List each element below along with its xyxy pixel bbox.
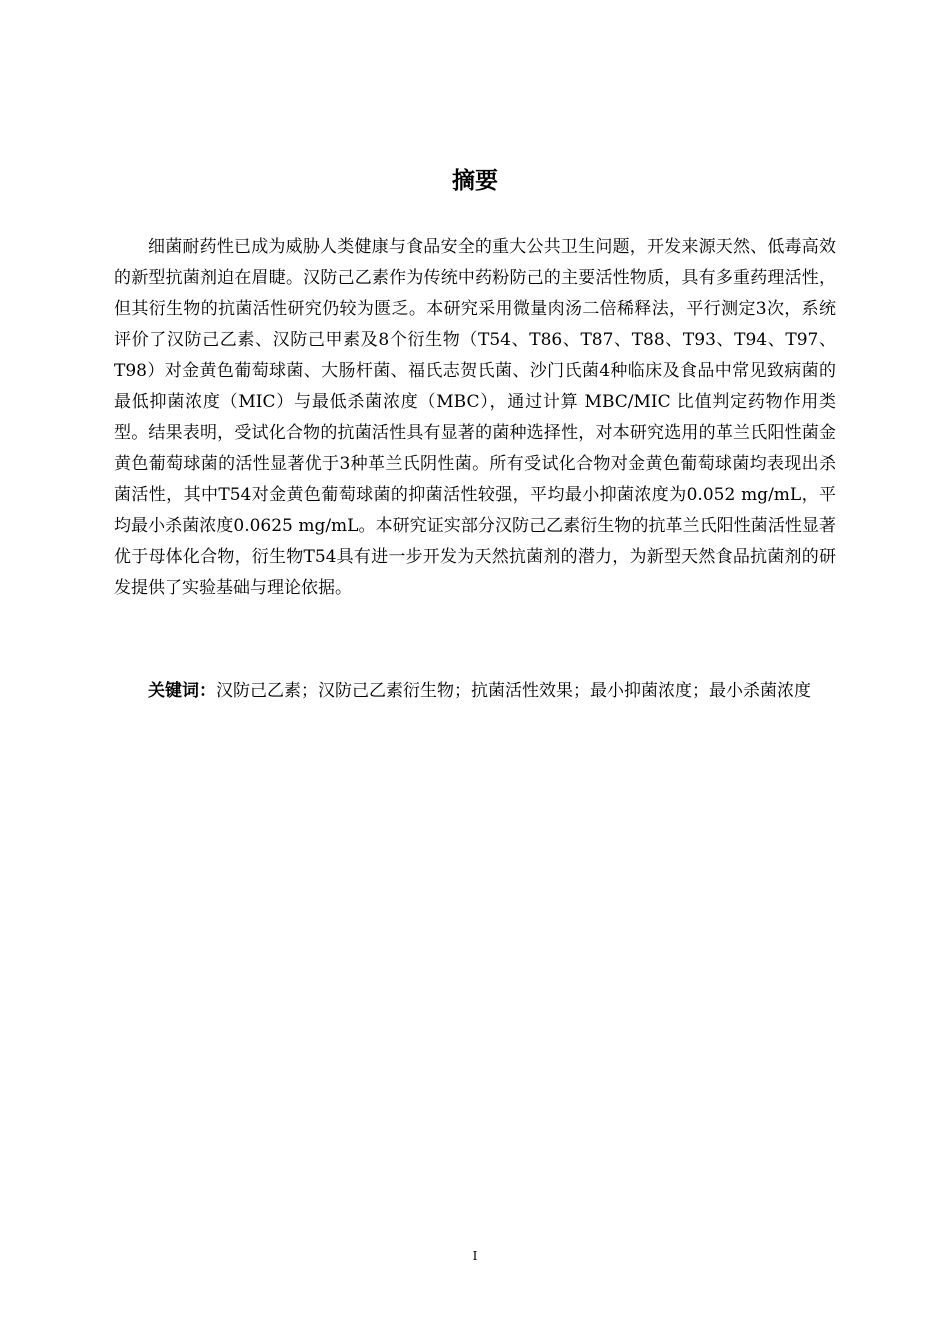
keywords-label: 关键词： (148, 681, 216, 701)
keywords-text: 汉防己乙素；汉防己乙素衍生物；抗菌活性效果；最小抑菌浓度；最小杀菌浓度 (216, 681, 811, 701)
page-number: I (472, 1249, 478, 1263)
page-title: 摘要 (452, 168, 498, 194)
abstract-paragraph: 细菌耐药性已成为威胁人类健康与食品安全的重大公共卫生问题，开发来源天然、低毒高效的新型抗菌剂迫在眉睫。汉防己乙素作为传统中药粉防己的主要活性物质，具有多重药理活性，但其衍生物的抗菌活性研究仍较为匮乏。本研究采用微量肉汤二倍稀释法，平行测定3次，系统评价了汉防己乙素、汉防己甲素及8个衍生物（T54、T86、T87、T88、T93、T94、T97、T98）对金黄色葡萄球菌、大肠杆菌、福氏志贺氏菌、沙门氏菌4种临床及食品中常见致病菌的最低抑菌浓度（MIC）与最低杀菌浓度（MBC），通过计算 MBC/MIC 比值判定药物作用类型。结果表明，受试化合物的抗菌活性具有显著的菌种选择性，对本研究选用的革兰氏阳性菌金黄色葡萄球菌的活性显著优于3种革兰氏阴性菌。所有受试化合物对金黄色葡萄球菌均表现出杀菌活性，其中T54对金黄色葡萄球菌的抑菌活性较强，平均最小抑菌浓度为0.052 mg/mL，平均最小杀菌浓度0.0625 mg/mL。本研究证实部分汉防己乙素衍生物的抗革兰氏阳性菌活性显著优于母体化合物，衍生物T54具有进一步开发为天然抗菌剂的潜力，为新型天然食品抗菌剂的研发提供了实验基础与理论依据。 (114, 237, 836, 598)
keywords-paragraph (114, 676, 836, 707)
